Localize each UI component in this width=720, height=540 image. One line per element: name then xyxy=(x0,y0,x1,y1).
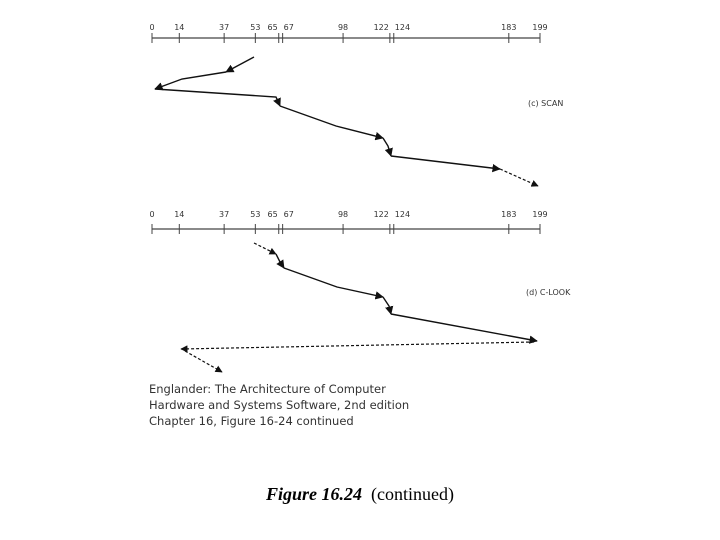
clook-segment-to-65 xyxy=(276,254,284,268)
track-label: 98 xyxy=(337,210,349,219)
scan-segment-to-122 xyxy=(383,138,391,156)
track-label: 98 xyxy=(337,23,349,32)
track-label: 14 xyxy=(174,210,185,219)
track-axis-clook xyxy=(149,210,547,234)
clook-panel xyxy=(149,210,571,372)
clook-segment-to-37 xyxy=(185,351,222,372)
track-label: 124 xyxy=(394,23,411,32)
track-label: 65 xyxy=(267,23,278,32)
track-label: 67 xyxy=(283,23,294,32)
scan-segment-start xyxy=(226,57,254,72)
track-label: 122 xyxy=(373,23,389,32)
source-line: Chapter 16, Figure 16-24 continued xyxy=(149,414,354,428)
track-label: 199 xyxy=(532,210,548,219)
panel-label-clook: (d) C-LOOK xyxy=(526,288,571,297)
track-label: 122 xyxy=(373,210,389,219)
scan-head-path xyxy=(155,57,538,186)
track-label: 37 xyxy=(219,23,230,32)
figure-number: Figure 16.24 xyxy=(266,484,363,504)
track-label: 0 xyxy=(149,23,155,32)
scan-segment-to-183 xyxy=(391,156,500,169)
track-label: 65 xyxy=(267,210,278,219)
track-axis-scan xyxy=(149,23,547,43)
clook-segment-start xyxy=(254,243,276,254)
figure-caption-text: (continued) xyxy=(371,484,454,504)
scan-segment-to-98 xyxy=(280,106,383,138)
clook-head-path xyxy=(181,243,537,372)
clook-segment-to-183 xyxy=(391,314,537,341)
scan-panel xyxy=(149,23,563,186)
track-label: 199 xyxy=(532,23,548,32)
track-label: 183 xyxy=(501,23,517,32)
panel-label-scan: (c) SCAN xyxy=(528,99,564,108)
scan-segment-to-0 xyxy=(155,72,226,89)
track-label: 67 xyxy=(283,210,294,219)
scan-segment-to-199 xyxy=(500,169,538,186)
track-label: 183 xyxy=(501,210,517,219)
track-label: 124 xyxy=(394,210,411,219)
figure-caption xyxy=(0,484,720,505)
source-line: Hardware and Systems Software, 2nd edition xyxy=(149,398,410,412)
source-note xyxy=(149,381,409,429)
clook-segment-to-122 xyxy=(383,297,391,314)
scan-segment-to-65 xyxy=(155,89,280,106)
source-line: Englander: The Architecture of Computer xyxy=(149,382,386,396)
track-label: 0 xyxy=(149,210,155,219)
track-label: 53 xyxy=(250,210,261,219)
clook-segment-return-to-14 xyxy=(181,342,534,349)
clook-segment-to-98 xyxy=(284,268,383,297)
track-label: 14 xyxy=(174,23,185,32)
track-label: 37 xyxy=(219,210,230,219)
track-label: 53 xyxy=(250,23,261,32)
